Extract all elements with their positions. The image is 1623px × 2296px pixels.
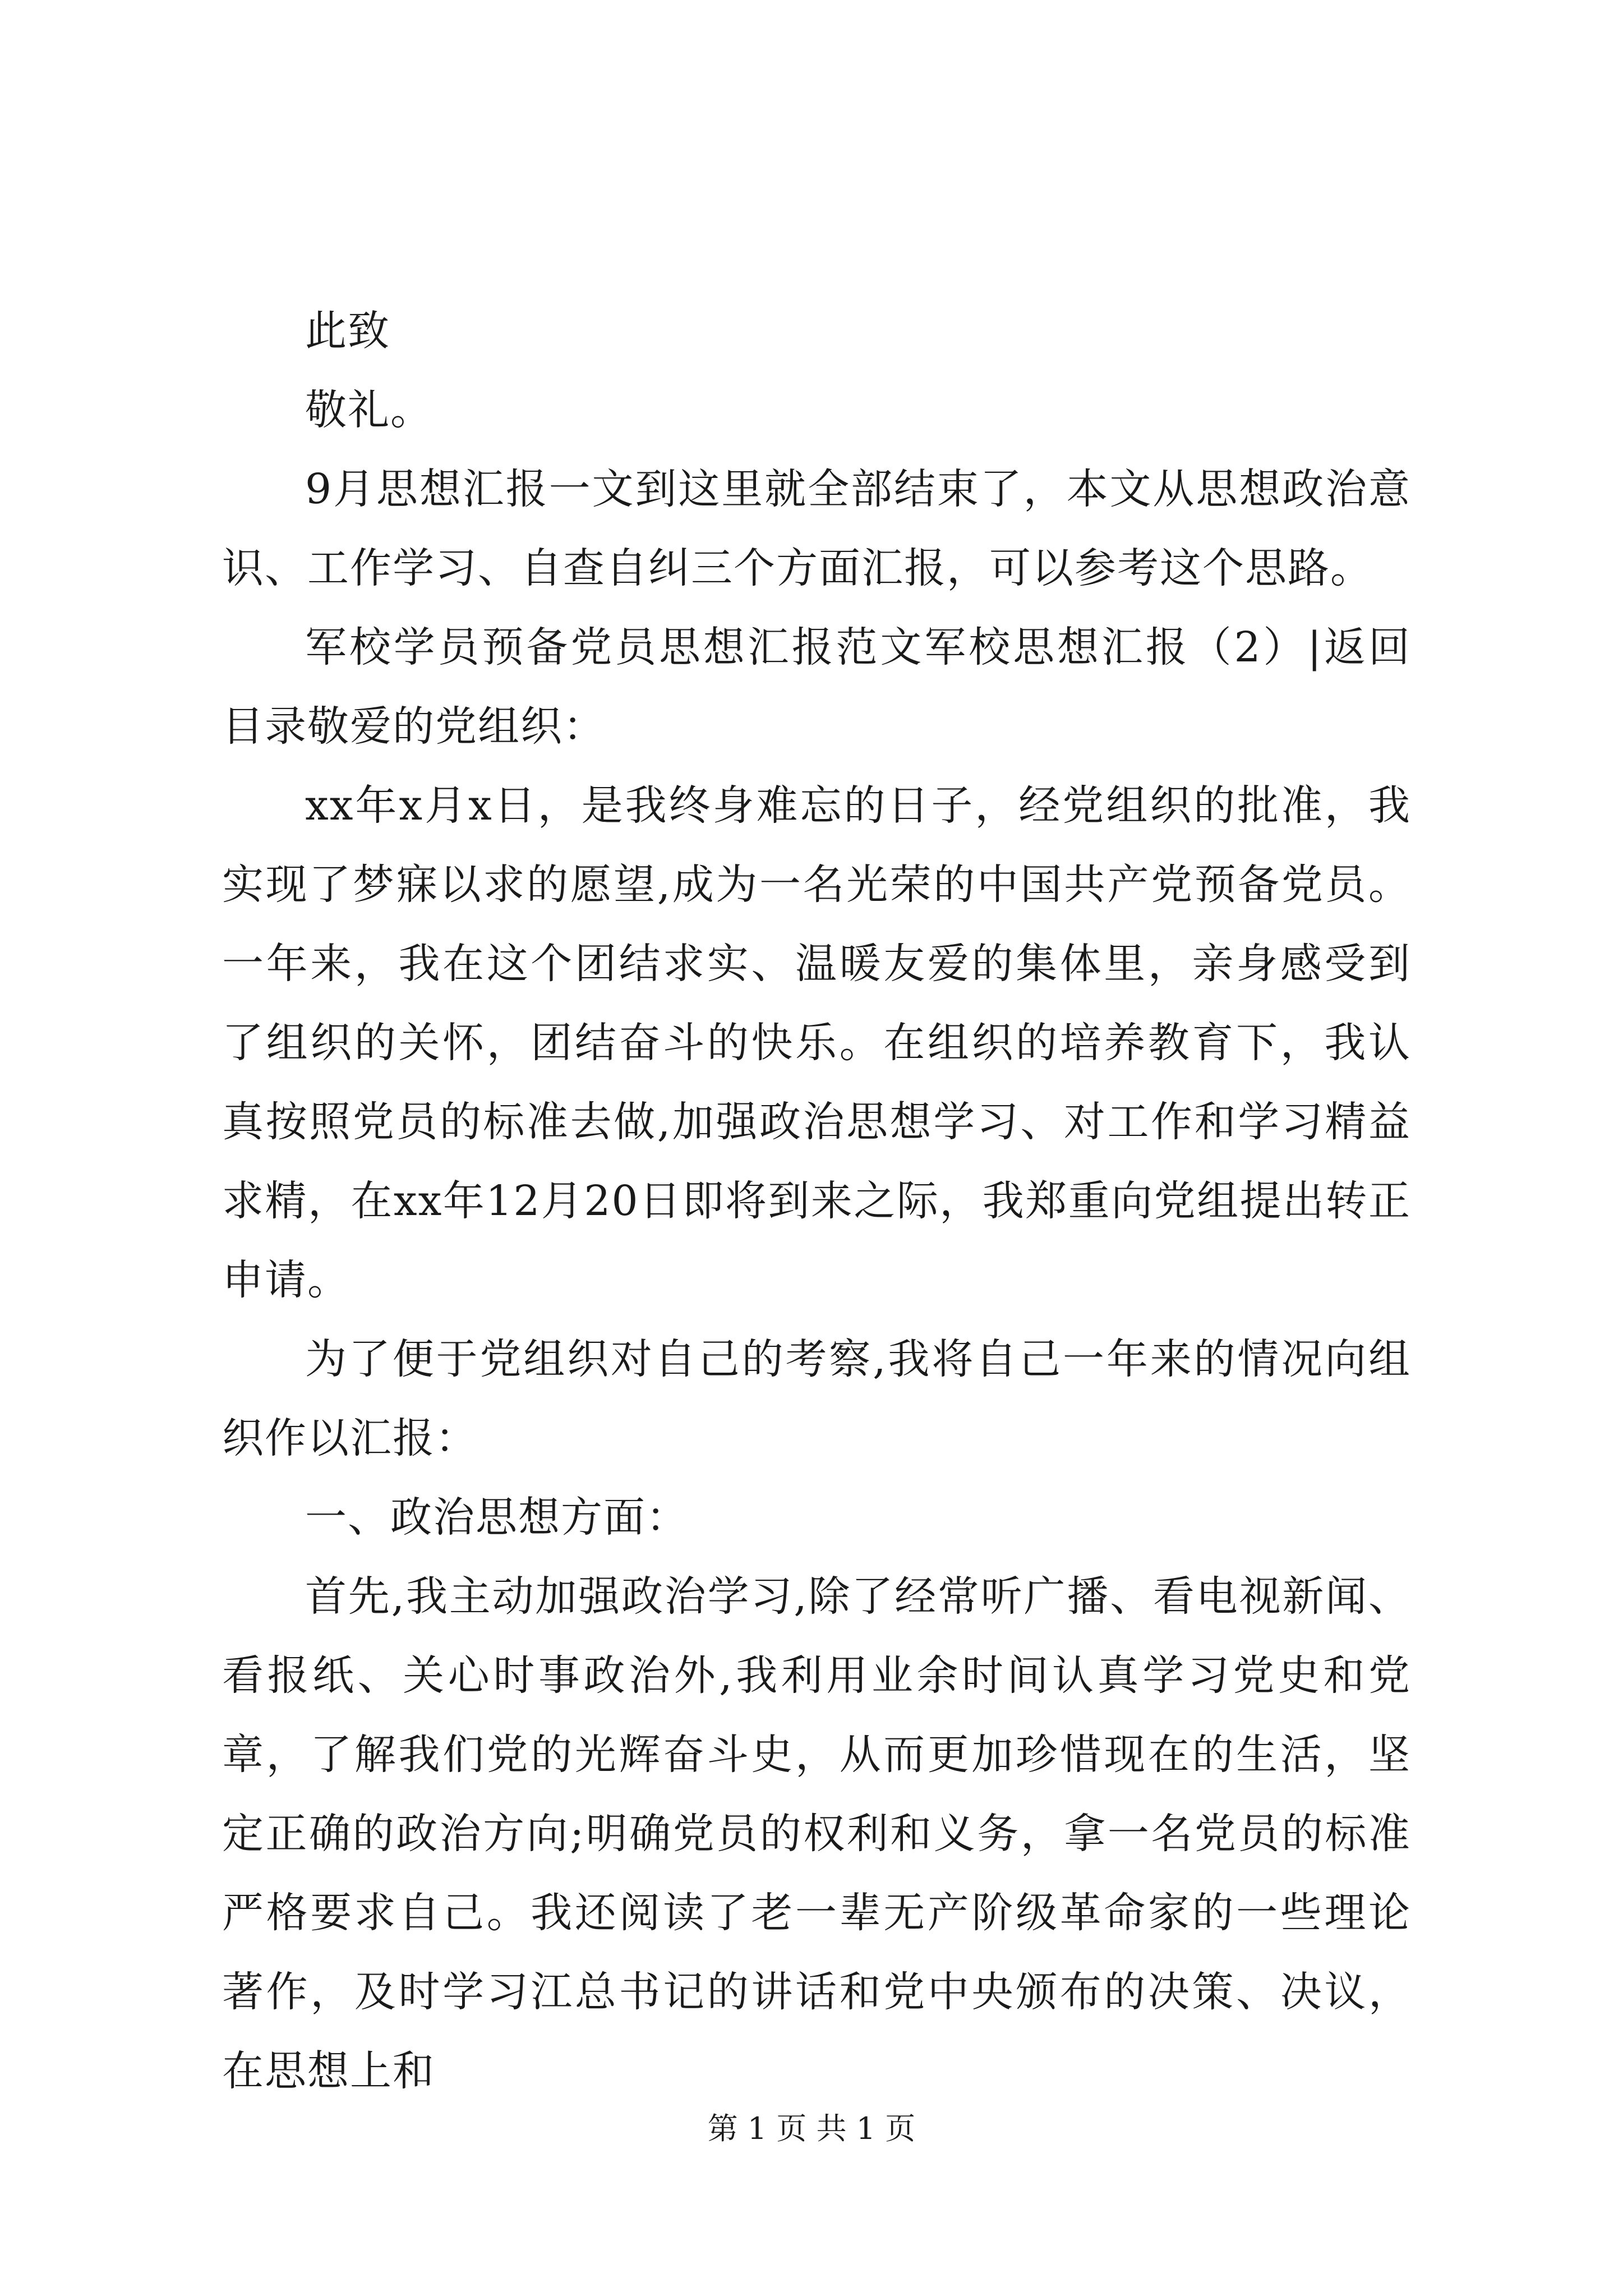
paragraph-summary: 9月思想汇报一文到这里就全部结束了，本文从思想政治意识、工作学习、自查自纠三个方面汇报，可以参考这个思路。 (222, 465, 1411, 592)
paragraph-title-line: 军校学员预备党员思想汇报范文军校思想汇报（2）|返回目录敬爱的党组织： (222, 623, 1411, 751)
paragraph-intro: xx年x月x日，是我终身难忘的日子，经党组织的批准，我实现了梦寐以求的愿望,成为一名光荣的中国共产党预备党员。一年来，我在这个团结求实、温暖友爱的集体里，亲身感受到了组织的关怀，团结奋斗的快乐。在组织的培养教育下，我认真按照党员的标准去做,加强政治思想学习、对工作和学习精益求精，在xx年12月20日即将到来之际，我郑重向党组提出转正申请。 (222, 781, 1411, 1304)
document-body (222, 292, 1411, 2111)
closing-regards: 敬礼。 (305, 386, 433, 434)
page-footer: 第 1 页 共 1 页 (707, 2111, 916, 2146)
paragraph-report-purpose: 为了便于党组织对自己的考察,我将自己一年来的情况向组织作以汇报： (222, 1335, 1411, 1462)
closing-salutation: 此致 (305, 307, 390, 355)
section-heading-political: 一、政治思想方面： (305, 1493, 689, 1542)
paragraph-political-study: 首先,我主动加强政治学习,除了经常听广播、看电视新闻、看报纸、关心时事政治外,我利用业余时间认真学习党史和党章，了解我们党的光辉奋斗史，从而更加珍惜现在的生活，坚定正确的政治方向;明确党员的权利和义务，拿一名党员的标准严格要求自己。我还阅读了老一辈无产阶级革命家的一些理论著作，及时学习江总书记的讲话和党中央颁布的决策、决议，在思想上和 (222, 1572, 1411, 2095)
